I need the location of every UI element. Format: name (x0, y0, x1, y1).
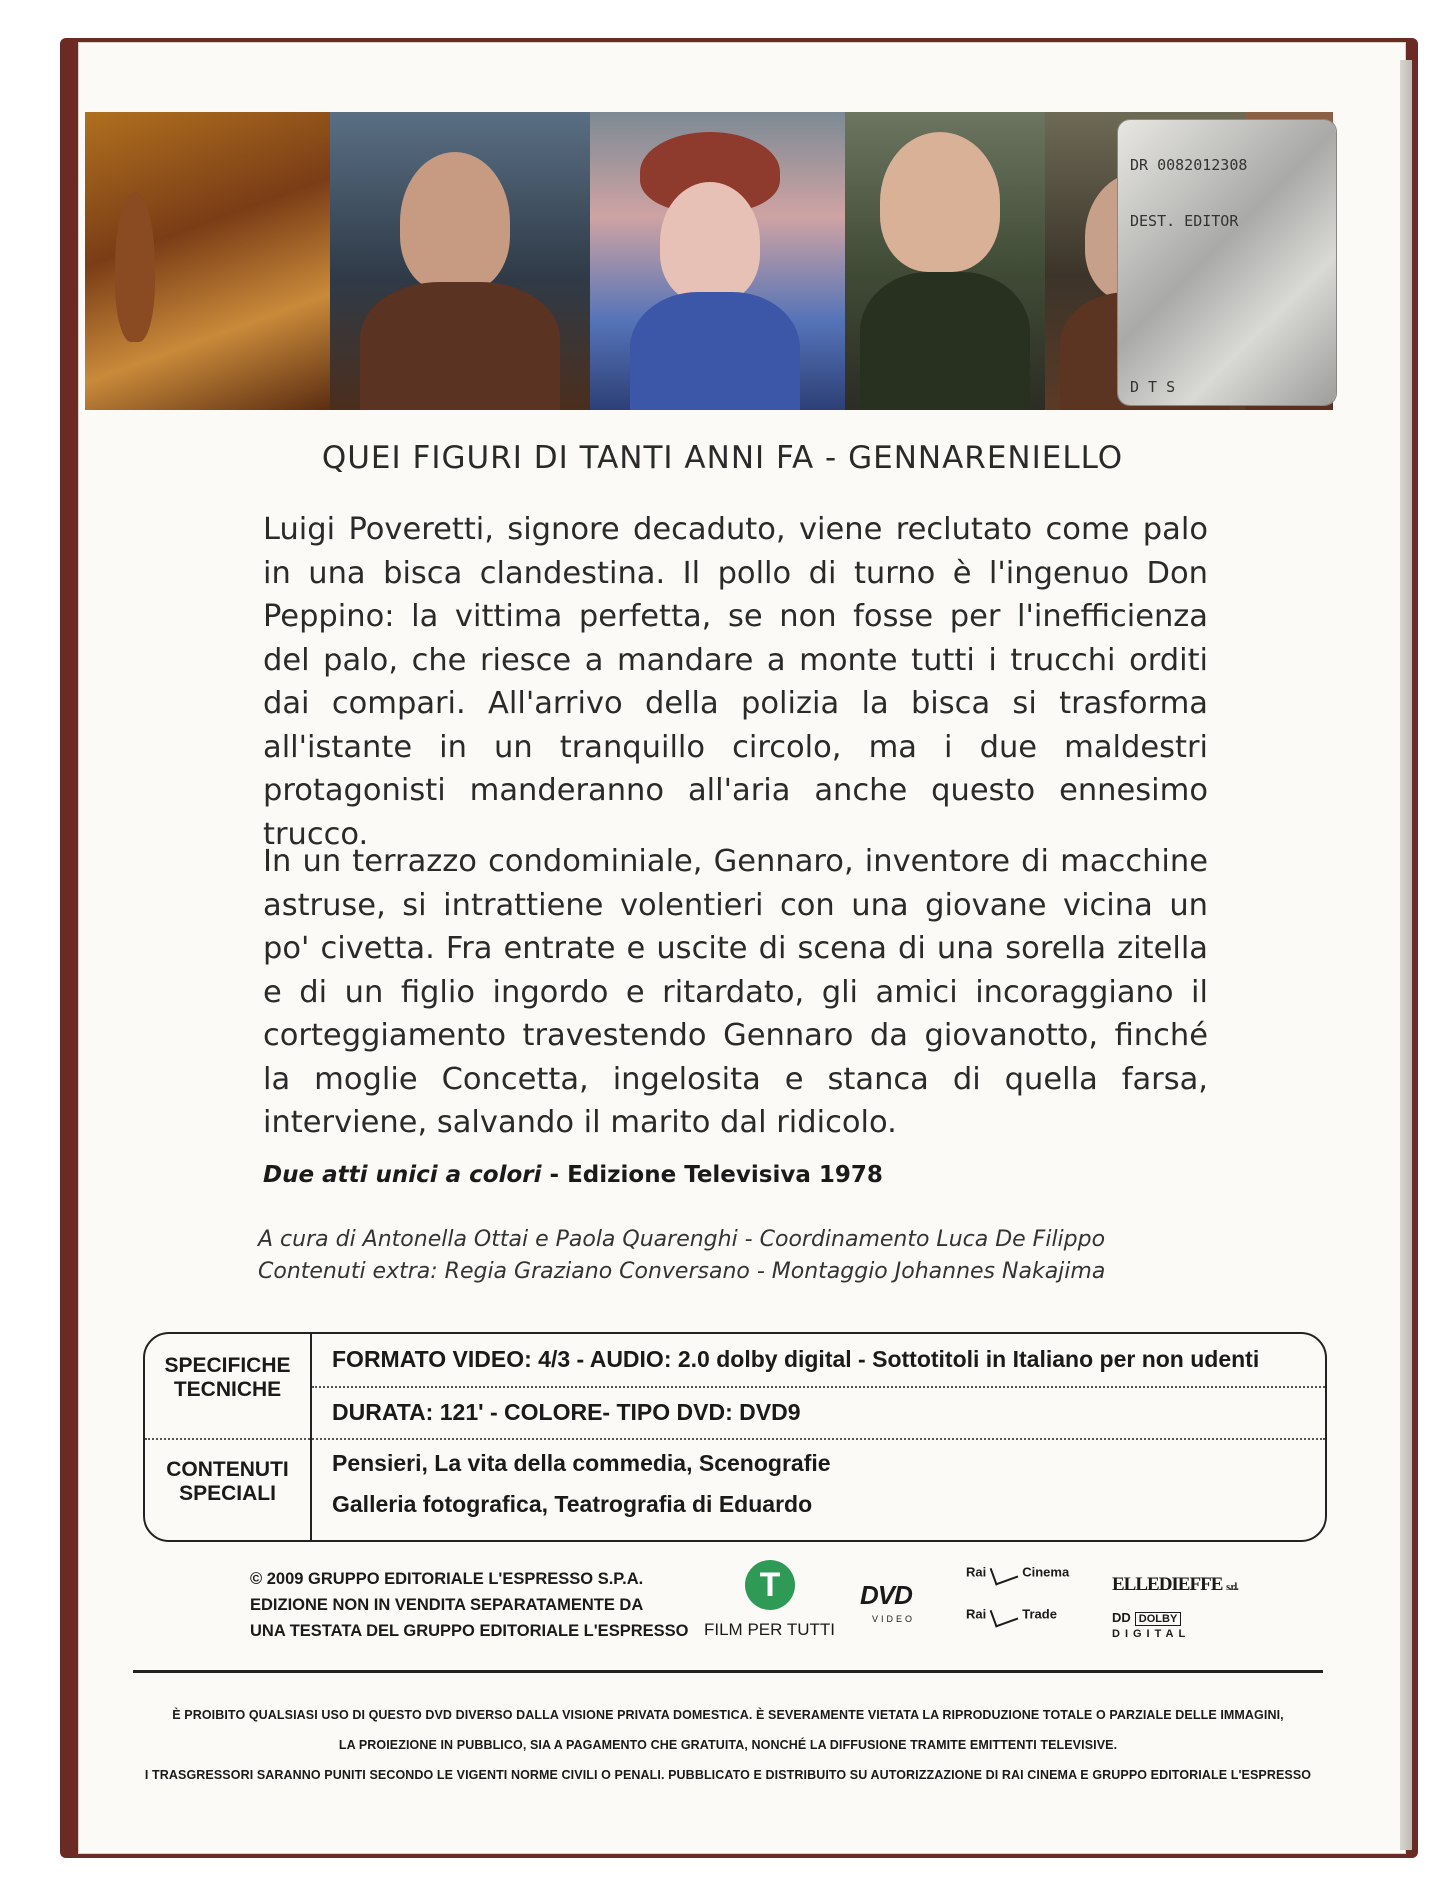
photo-panel-young-man (845, 112, 1045, 410)
copyright-line-1: © 2009 GRUPPO EDITORIALE L'ESPRESSO S.P.A. (250, 1570, 644, 1588)
credits-line-2: Contenuti extra: Regia Graziano Conversano - Montaggio Johannes Nakajima (258, 1259, 1106, 1284)
legal-notice (118, 1700, 1338, 1790)
copyright-line-2: EDIZIONE NON IN VENDITA SEPARATAMENTE DA (250, 1596, 644, 1614)
specs-box (143, 1332, 1327, 1542)
edition-rest: - Edizione Televisiva 1978 (541, 1162, 883, 1188)
jacket-shape (860, 272, 1030, 410)
divider (133, 1670, 1323, 1673)
specs-extra-line-2: Galleria fotografica, Teatrografia di Eduardo (332, 1491, 813, 1517)
edition-line (263, 1162, 883, 1188)
face-shape (880, 132, 1000, 272)
sticker-code: DR 0082012308 (1130, 156, 1248, 174)
specs-extra-label: CONTENUTI SPECIALI (166, 1458, 289, 1505)
page-title: QUEI FIGURI DI TANTI ANNI FA - GENNARENIELLO (321, 440, 1124, 476)
film-per-tutti-logo-icon: T (745, 1560, 795, 1610)
face-shape (400, 152, 510, 292)
rai-mark-icon (990, 1602, 1019, 1627)
copyright-block (250, 1566, 688, 1644)
specs-tech-label: SPECIFICHE TECNICHE (164, 1354, 291, 1401)
sticker-dest: DEST. EDITOR (1130, 212, 1239, 230)
sticker-dts: D T S (1130, 378, 1176, 396)
credits (258, 1224, 1208, 1288)
rai-cinema-right: Cinema (1022, 1564, 1070, 1580)
dvd-logo-icon: DVD (860, 1580, 912, 1610)
specs-tech-line-2: DURATA: 121' - COLORE- TIPO DVD: DVD9 (332, 1399, 801, 1425)
dress-shape (630, 292, 800, 410)
rai-trade-left: Rai (966, 1606, 987, 1622)
photo-panel-woman (590, 112, 845, 410)
specs-extra-line-1: Pensieri, La vita della commedia, Scenografie (332, 1450, 831, 1476)
rai-cinema-logo-icon (966, 1564, 1069, 1582)
dolby-mark: DD (1112, 1610, 1131, 1625)
legal-line-3: I TRASGRESSORI SARANNO PUNITI SECONDO LE VIGENTI NORME CIVILI O PENALI. PUBBLICATO E DISTRIBUITO SU AUTORIZZAZIONE DI RAI CINEMA E GRUPPO EDITORIALE L'ESPRESSO (144, 1768, 1312, 1782)
synopsis-paragraph-2: In un terrazzo condominiale, Gennaro, inventore di macchine astruse, si intrattiene volentieri con una giovane vicina un po' civetta. Fra entrate e uscite di scena di una sorella zitella e di un figlio ingordo e ritardato, gli amici incoraggiano il corteggiamento travestendo Gennaro da giovanotto, finché la moglie Concetta, ingelosita e stanca di quella farsa, interviene, salvando il marito dal ridicolo. (263, 844, 1208, 1140)
specs-divider (310, 1334, 312, 1540)
rai-trade-logo-icon (966, 1606, 1057, 1624)
face-shape (660, 182, 760, 302)
legal-line-2: LA PROIEZIONE IN PUBBLICO, SIA A PAGAMENTO CHE GRATUITA, NONCHÉ LA DIFFUSIONE TRAMITE EMITTENTI TELEVISIVE. (338, 1738, 1118, 1752)
photo-panel-old-man (330, 112, 590, 410)
elledieffe-name: ELLEDIEFFE (1112, 1574, 1223, 1595)
dolby-digital-logo-icon (1112, 1610, 1190, 1640)
elledieffe-suffix: s.r.l. (1226, 1582, 1238, 1593)
copyright-line-3: UNA TESTATA DEL GRUPPO EDITORIALE L'ESPRESSO (250, 1622, 689, 1640)
legal-line-1: È PROIBITO QUALSIASI USO DI QUESTO DVD DIVERSO DALLA VISIONE PRIVATA DOMESTICA. È SEVERAMENTE VIETATA LA RIPRODUZIONE TOTALE O PARZIALE DELLE IMMAGINI, (172, 1708, 1284, 1722)
figure-silhouette (115, 192, 155, 342)
specs-inner-separator (312, 1386, 1325, 1388)
credits-line-1: A cura di Antonella Ottai e Paola Quarenghi - Coordinamento Luca De Filippo (258, 1227, 1106, 1252)
rai-trade-right: Trade (1022, 1606, 1057, 1622)
specs-row-separator (145, 1438, 1325, 1440)
elledieffe-logo-icon (1112, 1574, 1238, 1596)
synopsis-paragraph-1: Luigi Poveretti, signore decaduto, viene reclutato come palo in una bisca clandestina. Il pollo di turno è l'ingenuo Don Peppino: la vittima perfetta, se non fosse per l'inefficienza del palo, che riesce a mandare a monte tutti i trucchi orditi dai compari. All'arrivo della polizia la bisca si trasforma all'istante in un tranquillo circolo, ma i due maldestri protagonisti manderanno all'aria anche questo ennesimo trucco. (263, 512, 1208, 852)
rai-cinema-left: Rai (966, 1564, 987, 1580)
dolby-box: DOLBY (1135, 1612, 1182, 1626)
coat-shape (360, 282, 560, 410)
dolby-digital-label: DIGITAL (1112, 1628, 1191, 1640)
photo-panel-alley (85, 112, 330, 410)
specs-tech-line-1: FORMATO VIDEO: 4/3 - AUDIO: 2.0 dolby digital - Sottotitoli in Italiano per non udenti (332, 1346, 1260, 1372)
edition-italic: Due atti unici a colori (263, 1162, 542, 1188)
rai-mark-icon (990, 1560, 1019, 1585)
hologram-sticker (1118, 120, 1336, 405)
dvd-video-label: VIDEO (872, 1614, 916, 1624)
case-edge (1400, 60, 1412, 1850)
film-per-tutti-label: FILM PER TUTTI (704, 1620, 835, 1639)
